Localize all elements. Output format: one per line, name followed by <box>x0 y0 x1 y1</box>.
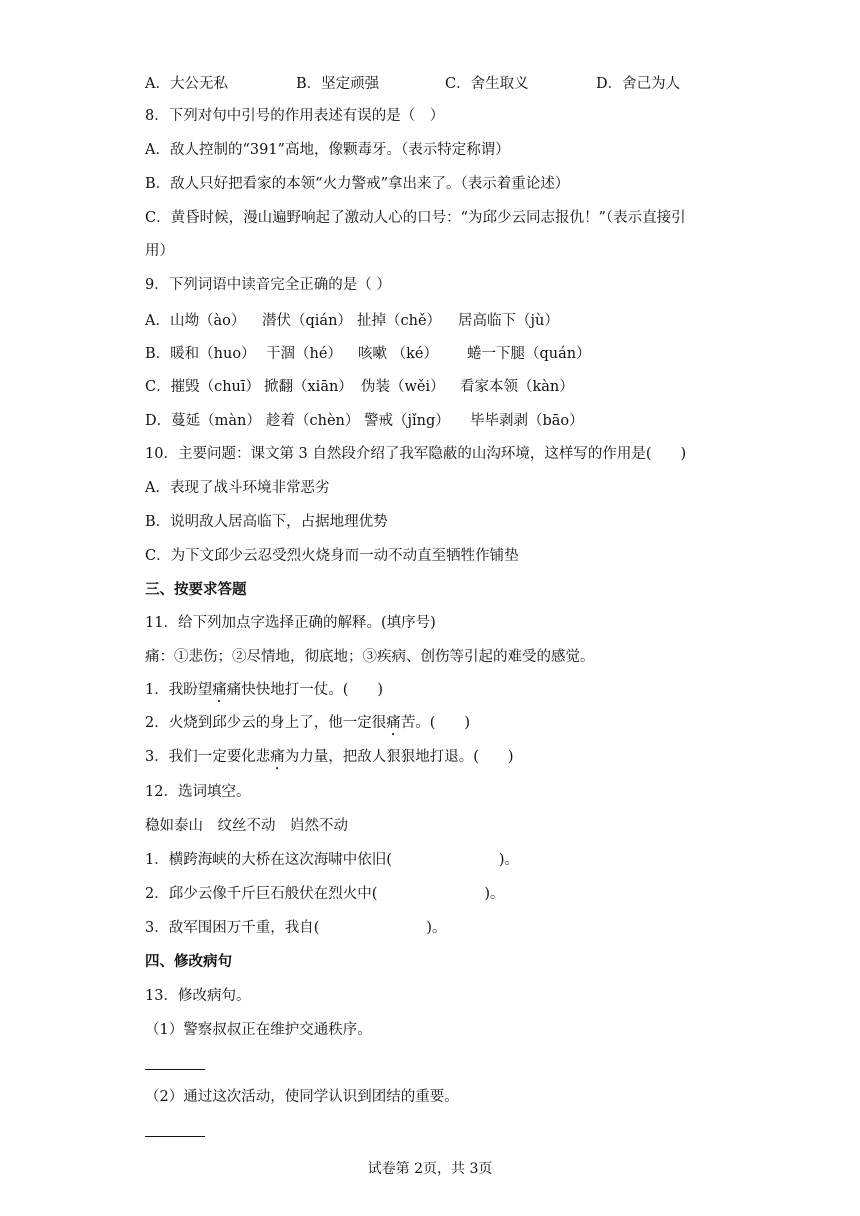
page-footer: 试卷第 2页，共 3页 <box>367 1161 493 1177</box>
q9-c-item-2: 掀翻（xiān） <box>264 379 353 395</box>
q13-sentence-2: （2）通过这次活动，使同学认识到团结的重要。 <box>145 1089 459 1105</box>
q10-option-a: A．表现了战斗环境非常恶劣 <box>145 480 330 496</box>
q9-b-item-1: B．暖和（huo） <box>145 346 256 362</box>
q8-option-b: B．敌人只好把看家的本领“火力警戒”拿出来了。（表示着重论述） <box>145 176 570 192</box>
dotted-character: 痛 <box>386 715 401 731</box>
q12-sentence-2: 2．邱少云像千斤巨石般伏在烈火中( )。 <box>145 886 505 902</box>
q9-b-item-4: 蜷一下腿（quán） <box>467 346 591 362</box>
q12-stem: 12．选词填空。 <box>145 784 251 800</box>
q13-stem: 13．修改病句。 <box>145 988 251 1004</box>
q9-d-item-4: 毕毕剥剥（bāo） <box>470 413 584 429</box>
section-heading-3: 三、按要求答题 <box>145 581 247 598</box>
dotted-character: 痛 <box>270 749 285 765</box>
q9-b-item-3: 咳嗽 （ké） <box>358 346 438 362</box>
q12-sentence-3: 3．敌军围困万千重，我自( )。 <box>145 920 447 936</box>
q9-b-item-2: 干涸（hé） <box>266 346 342 362</box>
q11-stem: 11．给下列加点字选择正确的解释。(填序号) <box>145 615 436 631</box>
q10-stem: 10．主要问题：课文第 3 自然段介绍了我军隐蔽的山沟环境，这样写的作用是( ) <box>145 446 687 462</box>
q10-option-c: C．为下文邱少云忍受烈火烧身而一动不动直至牺牲作铺垫 <box>145 548 519 564</box>
q11-sentence-2: 2．火烧到邱少云的身上了，他一定很痛苦。( ) <box>145 715 471 731</box>
q11-sentence-3: 3．我们一定要化悲痛为力量，把敌人狠狠地打退。( ) <box>145 749 514 765</box>
q12-sentence-1: 1．横跨海峡的大桥在这次海啸中依旧( )。 <box>145 852 520 868</box>
q7-option-b: B．坚定顽强 <box>296 76 380 92</box>
q9-a-item-1: A．山坳（ào） <box>145 313 246 329</box>
q8-option-c: C．黄昏时候，漫山遍野响起了激动人心的口号：“为邱少云同志报仇！”（表示直接引 <box>145 210 686 226</box>
q10-option-b: B．说明敌人居高临下，占据地理优势 <box>145 514 388 530</box>
q8-option-c-continued: 用） <box>145 243 174 259</box>
q12-word-bank: 稳如泰山 纹丝不动 岿然不动 <box>145 818 348 834</box>
q8-option-a: A．敌人控制的“391”高地，像颗毒牙。（表示特定称谓） <box>145 142 510 158</box>
q9-c-item-4: 看家本领（kàn） <box>460 379 574 395</box>
dotted-character: 痛 <box>212 682 227 698</box>
answer-line-1[interactable] <box>145 1069 205 1070</box>
q9-d-item-3: 警戒（jǐng） <box>364 413 450 429</box>
q9-a-item-2: 潜伏（qián） <box>262 313 352 329</box>
q11-sentence-1: 1．我盼望痛痛快快地打一仗。( ) <box>145 682 384 698</box>
q7-option-a: A．大公无私 <box>145 76 228 92</box>
q9-a-item-4: 居高临下（jù） <box>458 313 559 329</box>
q9-c-item-3: 伪装（wěi） <box>361 379 445 395</box>
section-heading-4: 四、修改病句 <box>145 953 232 970</box>
answer-line-2[interactable] <box>145 1136 205 1137</box>
q8-stem: 8．下列对句中引号的作用表述有误的是（ ） <box>145 108 445 124</box>
q7-option-d: D．舍己为人 <box>596 76 681 92</box>
q13-sentence-1: （1）警察叔叔正在维护交通秩序。 <box>145 1022 372 1038</box>
q9-c-item-1: C．摧毁（chuī） <box>145 379 261 395</box>
q9-stem: 9．下列词语中读音完全正确的是（ ） <box>145 277 391 293</box>
q9-d-item-2: 趁着（chèn） <box>266 413 360 429</box>
q9-d-item-1: D．蔓延（màn） <box>145 413 261 429</box>
q7-option-c: C．舍生取义 <box>445 76 529 92</box>
q9-a-item-3: 扯掉（chě） <box>357 313 442 329</box>
q11-definitions: 痛：①悲伤；②尽情地，彻底地；③疾病、创伤等引起的难受的感觉。 <box>145 649 595 665</box>
